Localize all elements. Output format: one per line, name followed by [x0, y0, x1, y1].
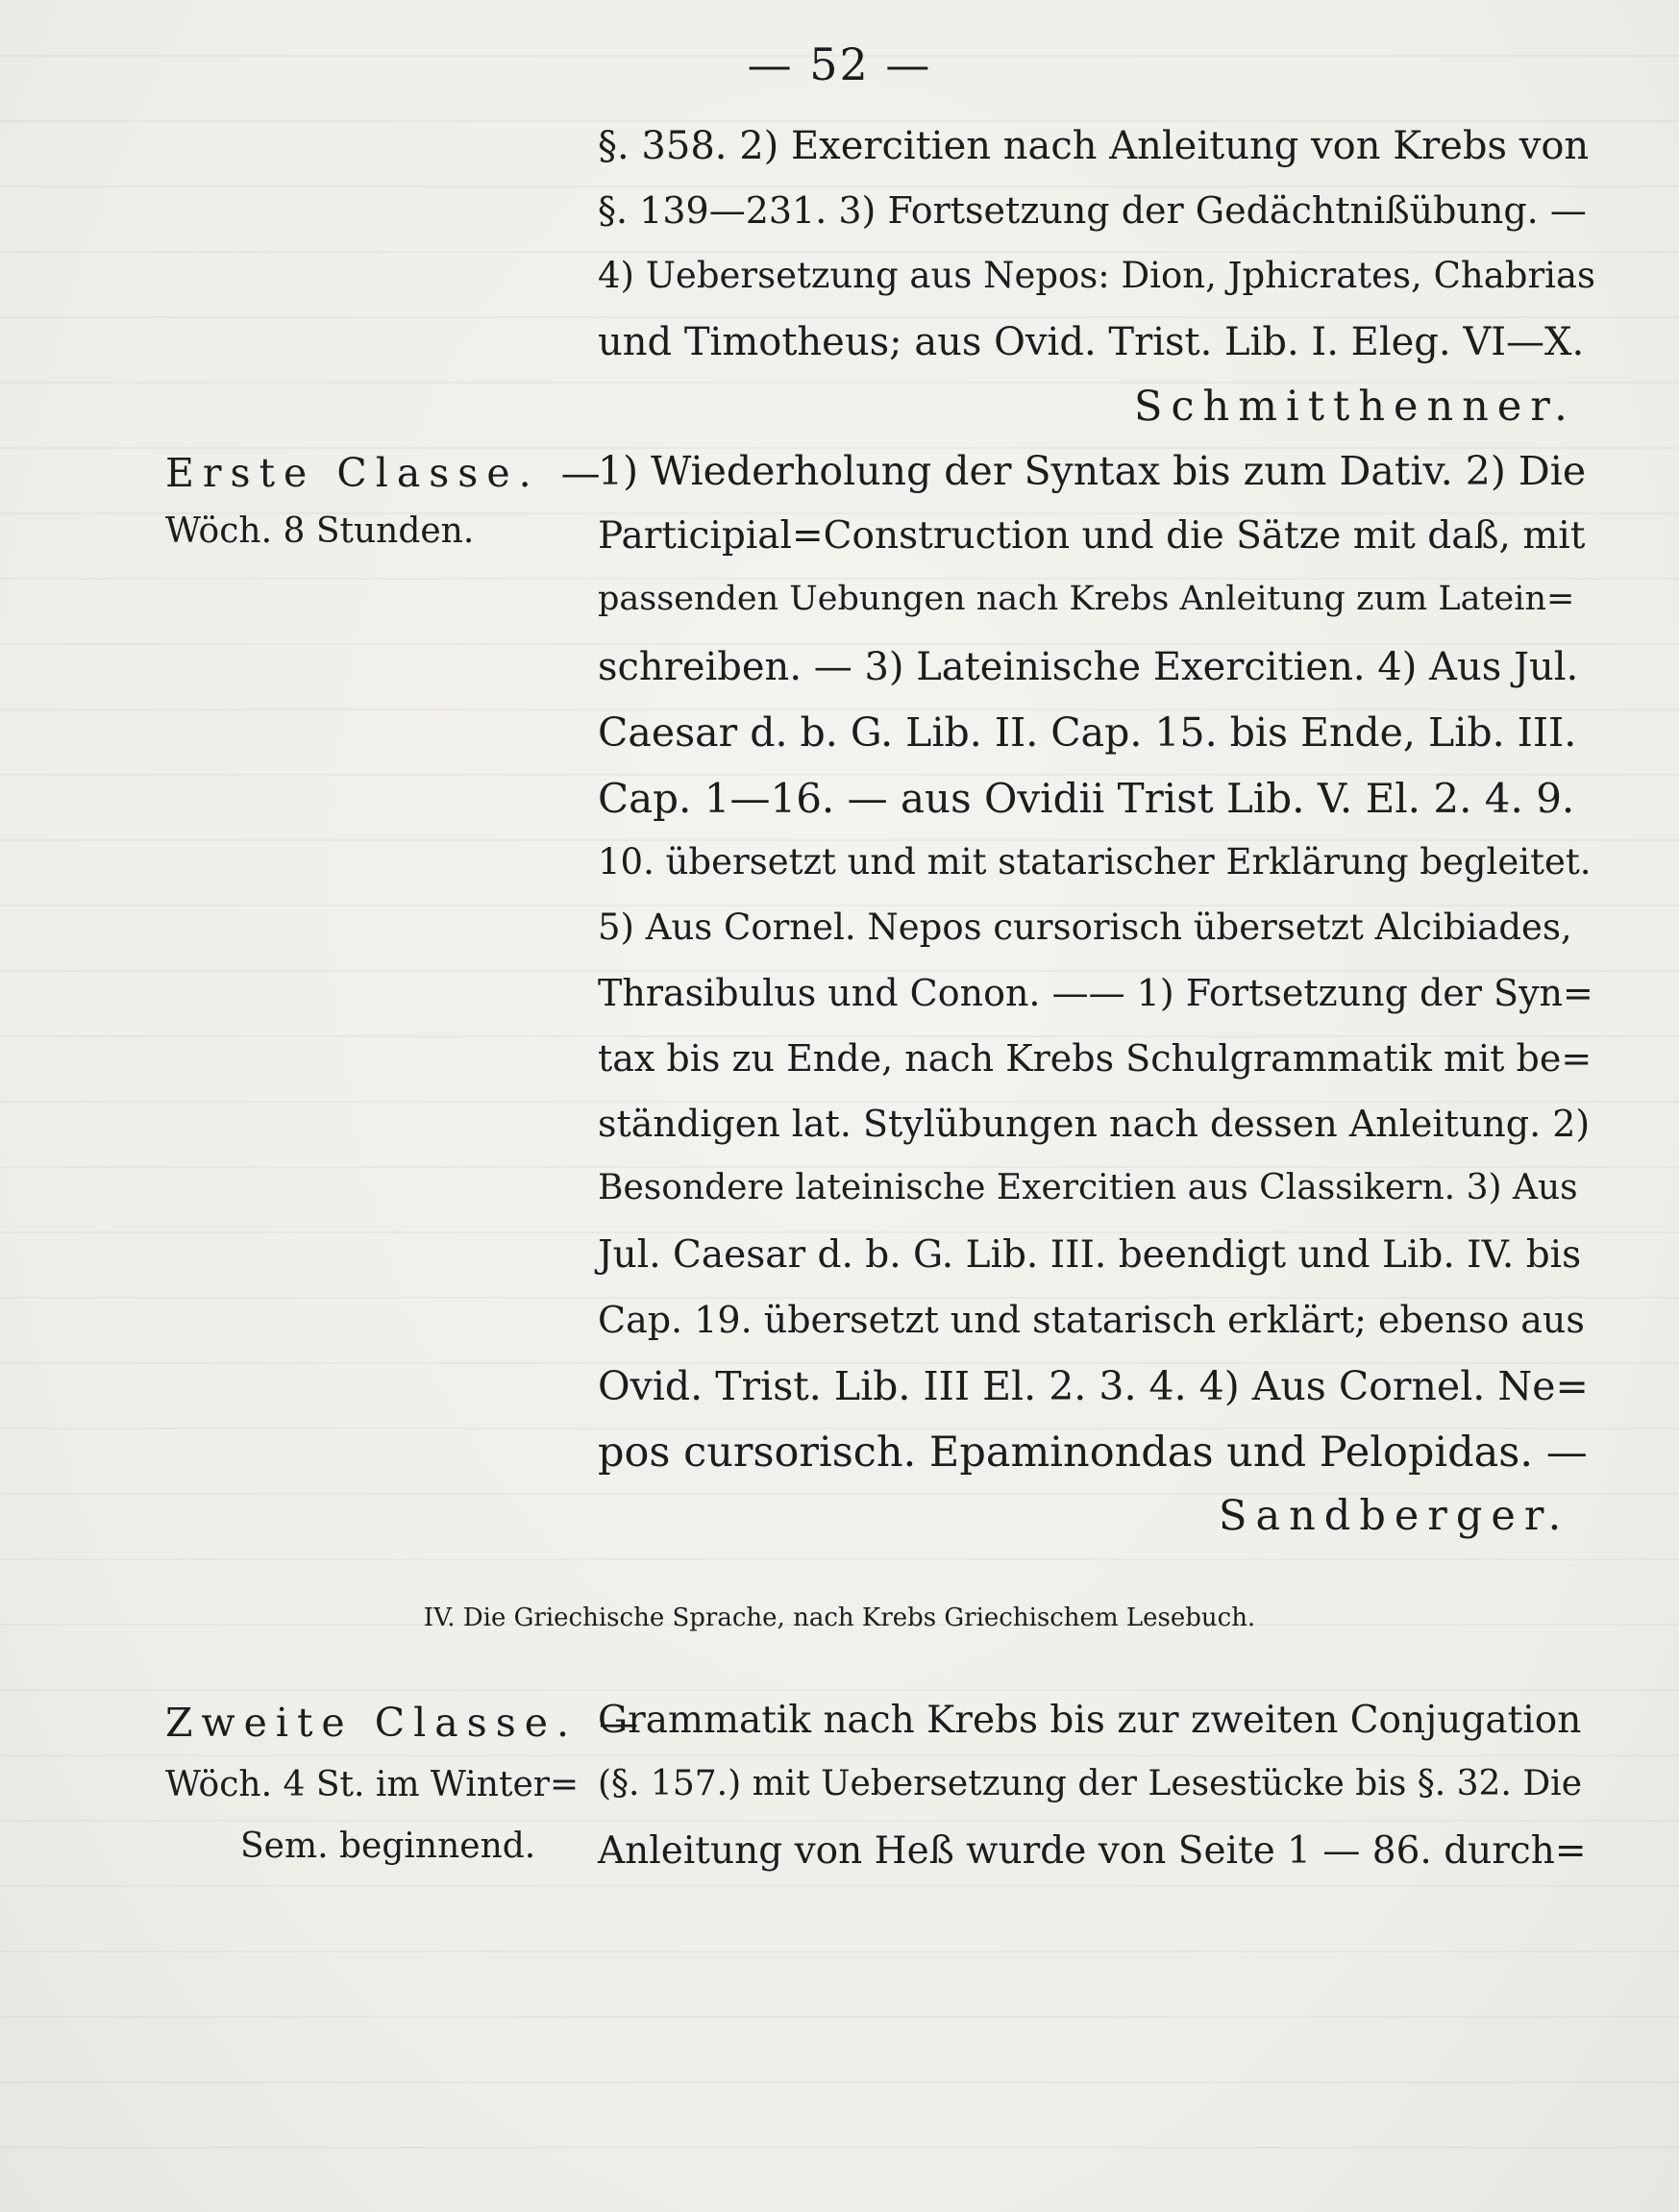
margin-class-label: Zweite Classe. — — [165, 1700, 648, 1746]
text-line: (§. 157.) mit Uebersetzung der Lesestücke bis §. 32. Die — [598, 1764, 1582, 1803]
text-line: und Timotheus; aus Ovid. Trist. Lib. I. Eleg. VI—X. — [598, 320, 1585, 364]
text-line: ständigen lat. Stylübungen nach dessen Anleitung. 2) — [598, 1103, 1591, 1145]
section-heading: IV. Die Griechische Sprache, nach Krebs Griechischem Lesebuch. — [423, 1603, 1256, 1632]
margin-hours-note: Wöch. 4 St. im Winter= — [165, 1765, 580, 1804]
text-line: tax bis zu Ende, nach Krebs Schulgrammatik mit be= — [598, 1037, 1593, 1080]
author-signature: Schmitthenner. — [1134, 383, 1576, 431]
text-line: 4) Uebersetzung aus Nepos: Dion, Jphicrates, Chabrias — [598, 255, 1596, 296]
text-line: Jul. Caesar d. b. G. Lib. III. beendigt und Lib. IV. bis — [598, 1233, 1582, 1277]
text-line: pos cursorisch. Epaminondas und Pelopidas. — — [598, 1429, 1588, 1477]
text-line: Anleitung von Heß wurde von Seite 1 — 86. durch= — [598, 1829, 1587, 1873]
margin-hours-note: Sem. beginnend. — [240, 1827, 536, 1866]
text-line: schreiben. — 3) Lateinische Exercitien. 4) Aus Jul. — [598, 645, 1579, 689]
margin-class-label: Erste Classe. — — [165, 450, 609, 496]
author-signature: Sandberger. — [1219, 1492, 1570, 1540]
text-line: Caesar d. b. G. Lib. II. Cap. 15. bis Ende, Lib. III. — [598, 709, 1577, 756]
text-line: 10. übersetzt und mit statarischer Erklärung begleitet. — [598, 841, 1592, 882]
margin-hours-note: Wöch. 8 Stunden. — [165, 511, 475, 551]
text-line: Cap. 1—16. — aus Ovidii Trist Lib. V. El. 2. 4. 9. — [598, 775, 1575, 822]
text-line: Participial=Construction und die Sätze mit daß, mit — [598, 514, 1586, 558]
text-line: Ovid. Trist. Lib. III El. 2. 3. 4. 4) Aus Cornel. Ne= — [598, 1363, 1589, 1409]
text-line: passenden Uebungen nach Krebs Anleitung zum Latein= — [598, 580, 1575, 618]
text-line: Thrasibulus und Conon. —— 1) Fortsetzung der Syn= — [598, 972, 1593, 1014]
text-line: 1) Wiederholung der Syntax bis zum Dativ. 2) Die — [598, 448, 1587, 494]
text-line: Grammatik nach Krebs bis zur zweiten Conjugation — [598, 1699, 1582, 1742]
text-line: §. 358. 2) Exercitien nach Anleitung von Krebs von — [598, 124, 1590, 168]
text-line: 5) Aus Cornel. Nepos cursorisch übersetzt Alcibiades, — [598, 907, 1572, 948]
page-number: — 52 — — [747, 38, 932, 90]
text-line: Cap. 19. übersetzt und statarisch erklärt; ebenso aus — [598, 1299, 1585, 1341]
text-line: §. 139—231. 3) Fortsetzung der Gedächtnißübung. — — [598, 189, 1587, 232]
text-line: Besondere lateinische Exercitien aus Classikern. 3) Aus — [598, 1168, 1578, 1207]
